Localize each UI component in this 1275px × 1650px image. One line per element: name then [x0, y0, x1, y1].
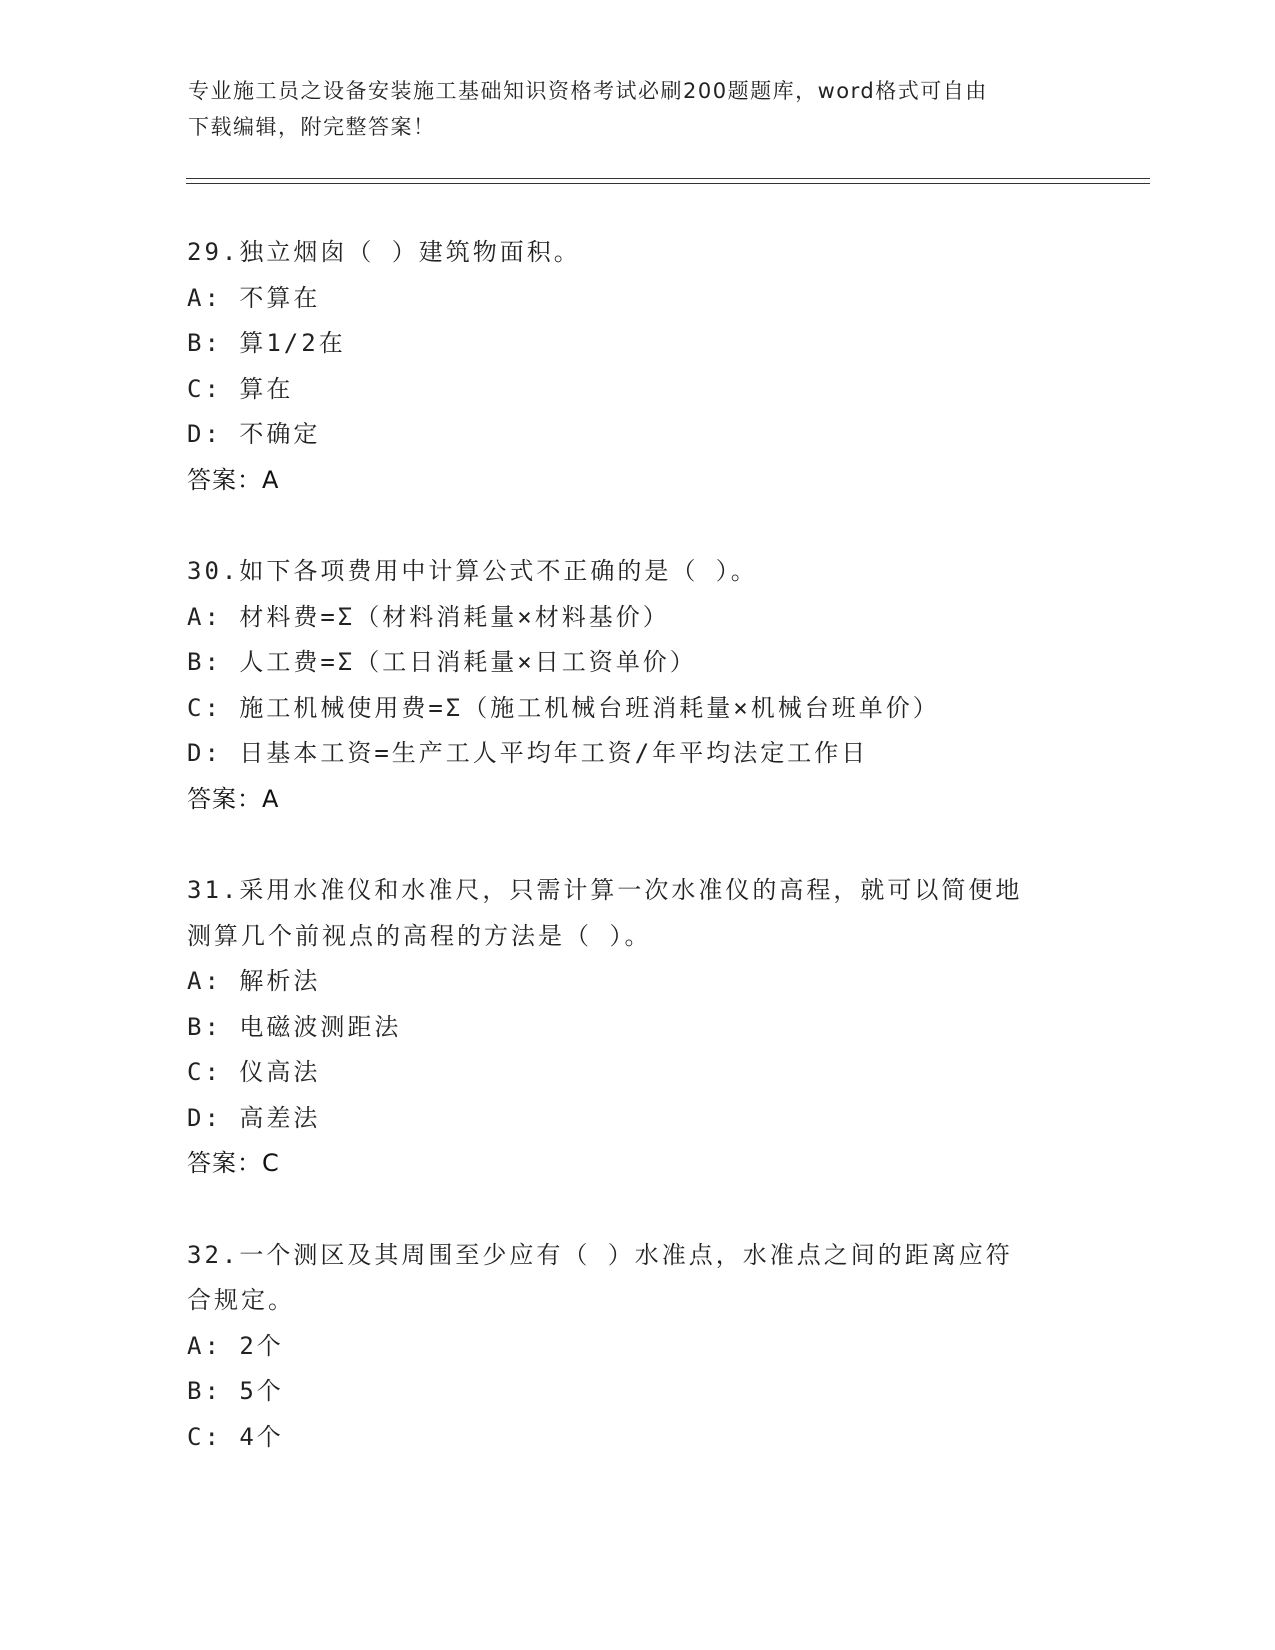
- option-text: 人工费=Σ（工日消耗量×日工资单价）: [239, 648, 697, 676]
- option-letter: C:: [187, 1058, 222, 1086]
- option-a: [187, 1324, 1087, 1370]
- option-letter: B:: [187, 329, 222, 357]
- option-text: 2个: [239, 1331, 284, 1360]
- question-stem: 29.独立烟囱（ ）建筑物面积。: [187, 238, 581, 266]
- option-letter: A:: [187, 967, 222, 995]
- question-stem-line-1: 32.一个测区及其周围至少应有（ ）水准点，水准点之间的距离应符: [187, 1240, 1013, 1269]
- option-d: [187, 412, 1087, 458]
- header-line-1: 专业施工员之设备安装施工基础知识资格考试必刷200题题库，word格式可自由: [188, 79, 988, 103]
- question-stem-line-2: 合规定。: [187, 1286, 295, 1314]
- option-b: [187, 1369, 1087, 1415]
- option-b: [187, 321, 1087, 367]
- option-letter: C:: [187, 693, 222, 722]
- document-header: [188, 73, 1088, 145]
- question-29: [187, 230, 1087, 503]
- option-letter: B:: [187, 1377, 222, 1405]
- option-c: [187, 367, 1087, 413]
- option-letter: A:: [187, 1331, 222, 1360]
- option-letter: A:: [187, 602, 222, 631]
- option-a: [187, 595, 1087, 641]
- option-text: 解析法: [239, 967, 321, 995]
- question-stem: 30.如下各项费用中计算公式不正确的是（ ）。: [187, 557, 758, 585]
- option-text: 施工机械使用费=Σ（施工机械台班消耗量×机械台班单价）: [239, 693, 940, 722]
- option-text: 电磁波测距法: [239, 1012, 402, 1041]
- option-letter: D:: [187, 420, 222, 448]
- option-c: [187, 1415, 1087, 1461]
- option-text: 4个: [239, 1422, 284, 1451]
- option-text: 5个: [239, 1377, 284, 1405]
- option-text: 不算在: [239, 283, 321, 312]
- question-list: [187, 230, 1087, 1506]
- option-d: [187, 1096, 1087, 1142]
- option-b: [187, 640, 1087, 686]
- answer-line: 答案：C: [187, 1149, 280, 1177]
- option-d: [187, 731, 1087, 777]
- option-letter: B:: [187, 1012, 222, 1041]
- question-stem-line-1: 31.采用水准仪和水准尺，只需计算一次水准仪的高程，就可以简便地: [187, 876, 1023, 904]
- option-a: [187, 276, 1087, 322]
- question-32: [187, 1233, 1087, 1461]
- option-text: 算在: [239, 374, 294, 403]
- header-divider-bottom: [186, 183, 1150, 184]
- answer-line: 答案：A: [187, 465, 280, 494]
- header-line-2: 下载编辑，附完整答案！: [188, 115, 436, 139]
- option-text: 算1/2在: [239, 329, 346, 357]
- option-letter: A:: [187, 283, 222, 312]
- option-text: 日基本工资=生产工人平均年工资/年平均法定工作日: [239, 739, 869, 767]
- question-stem-line-2: 测算几个前视点的高程的方法是（ ）。: [187, 921, 652, 950]
- option-a: [187, 959, 1087, 1005]
- option-letter: B:: [187, 648, 222, 676]
- question-31: [187, 868, 1087, 1187]
- option-text: 不确定: [239, 420, 321, 448]
- header-divider-top: [186, 178, 1150, 179]
- option-letter: C:: [187, 1422, 222, 1451]
- option-b: [187, 1005, 1087, 1051]
- option-c: [187, 686, 1087, 732]
- question-30: [187, 549, 1087, 822]
- option-letter: C:: [187, 374, 222, 403]
- option-text: 材料费=Σ（材料消耗量×材料基价）: [239, 602, 670, 631]
- answer-line: 答案：A: [187, 784, 280, 813]
- option-letter: D:: [187, 1103, 222, 1132]
- option-text: 仪高法: [239, 1058, 321, 1086]
- option-letter: D:: [187, 739, 222, 767]
- option-c: [187, 1050, 1087, 1096]
- option-text: 高差法: [239, 1103, 321, 1132]
